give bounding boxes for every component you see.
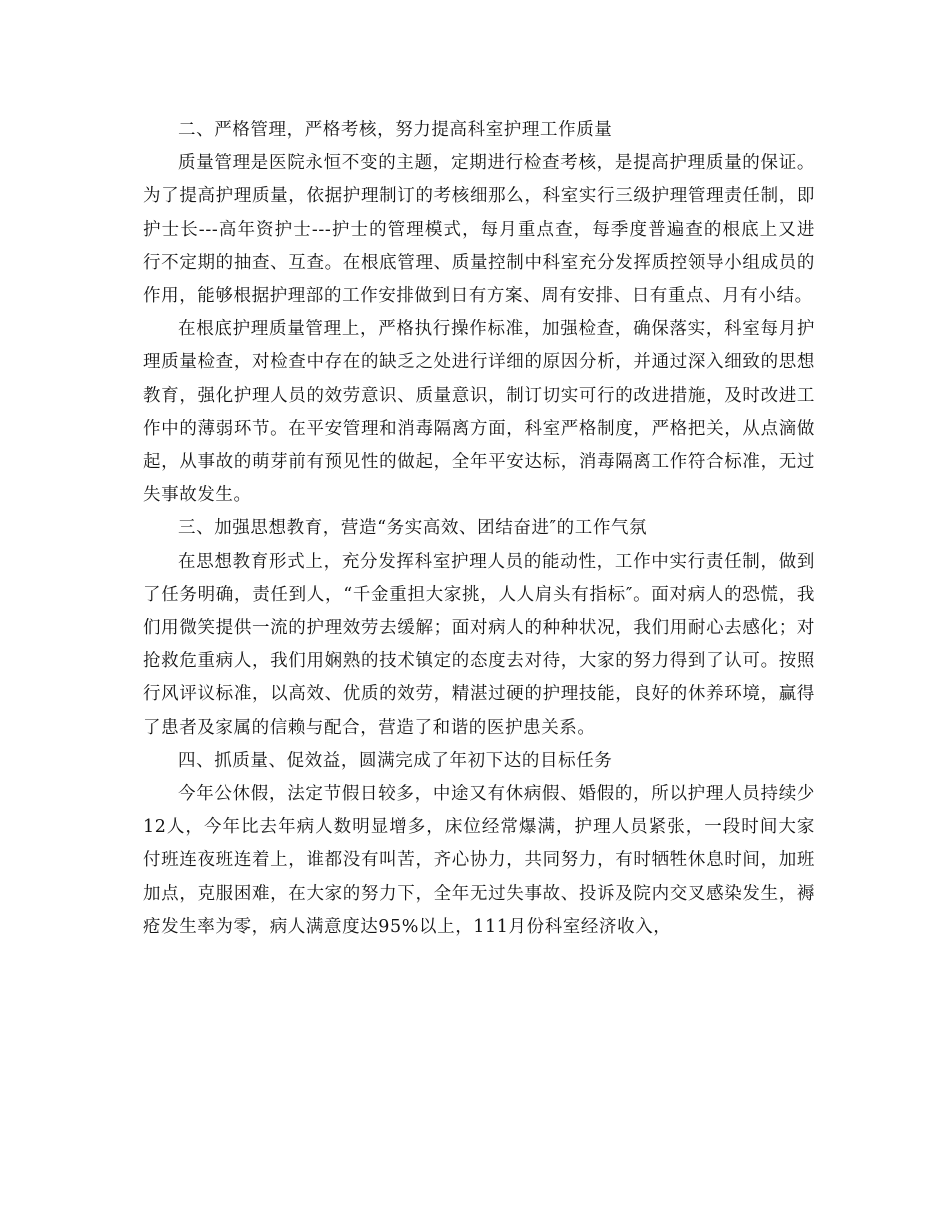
section-heading-3: 三、加强思想教育，营造“务实高效、团结奋进″的工作气氛 xyxy=(178,518,648,539)
paragraph-ideological-education: 在思想教育形式上，充分发挥科室护理人员的能动性，工作中实行责任制，做到了任务明确，责任到人，“千金重担大家挑，人人肩头有指标″。面对病人的恐慌，我们用微笑提供一流的护理效劳去缓解；面对病人的种种状况，我们用耐心去感化；对抢救危重病人，我们用娴熟的技术镇定的态度去对待，大家的努力得到了认可。按照行风评议标准，以高效、优质的效劳，精湛过硬的护理技能，良好的休养环境，赢得了患者及家属的信赖与配合，营造了和谐的医护患关系。 xyxy=(143,551,815,738)
paragraph-targets: 今年公休假，法定节假日较多，中途又有休病假、婚假的，所以护理人员持续少12人，今年比去年病人数明显增多，床位经常爆满，护理人员紧张，一段时间大家付班连夜班连着上，谁都没有叫苦，齐心协力，共同努力，有时牺牲休息时间，加班加点，克服困难，在大家的努力下，全年无过失事故、投诉及院内交叉感染发生，褥疮发生率为零，病人满意度达95%以上，111月份科室经济收入， xyxy=(143,784,815,937)
paragraph-quality-management: 质量管理是医院永恒不变的主题，定期进行检查考核，是提高护理质量的保证。为了提高护理质量，依据护理制订的考核细那么，科室实行三级护理管理责任制，即护士长---高年资护士---护士的管理模式，每月重点查，每季度普遍查的根底上又进行不定期的抽查、互查。在根底管理、质量控制中科室充分发挥质控领导小组成员的作用，能够根据护理部的工作安排做到日有方案、周有安排、日有重点、月有小结。 xyxy=(143,153,815,307)
section-heading-2: 二、严格管理，严格考核，努力提高科室护理工作质量 xyxy=(178,120,613,140)
document-body xyxy=(143,114,815,944)
section-heading-4: 四、抓质量、促效益，圆满完成了年初下达的目标任务 xyxy=(178,750,613,771)
paragraph-basic-nursing: 在根底护理质量管理上，严格执行操作标准，加强检查，确保落实，科室每月护理质量检查，对检查中存在的缺乏之处进行详细的原因分析，并通过深入细致的思想教育，强化护理人员的效劳意识、质量意识，制订切实可行的改进措施，及时改进工作中的薄弱环节。在平安管理和消毒隔离方面，科室严格制度，严格把关，从点滴做起，从事故的萌芽前有预见性的做起，全年平安达标，消毒隔离工作符合标准，无过失事故发生。 xyxy=(143,319,815,506)
